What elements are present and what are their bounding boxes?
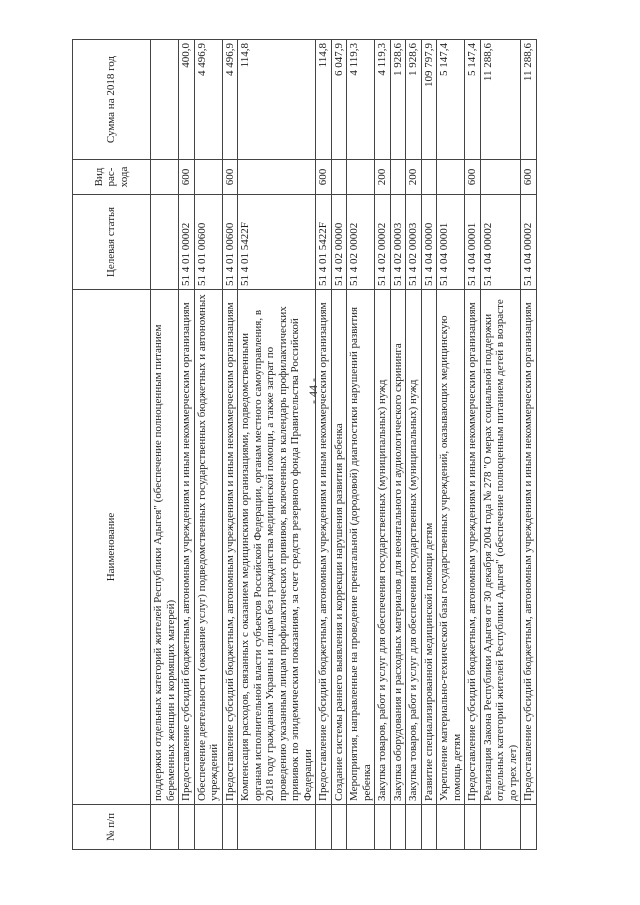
cell-num: [238, 805, 316, 850]
cell-vr: [151, 160, 179, 195]
table-row: [421, 40, 437, 850]
cell-vr: [331, 160, 347, 195]
table-row: [480, 40, 521, 850]
cell-num: [179, 805, 195, 850]
cell-name: Закупка оборудования и расходных материалов для неонатального и аудиологического скрининга: [390, 290, 406, 805]
header-sum: Сумма на 2018 год: [73, 40, 151, 160]
cell-num: [316, 805, 332, 850]
cell-sum: 6 047,9: [331, 40, 347, 160]
table-header-row: [73, 40, 151, 850]
cell-vr: 200: [375, 160, 391, 195]
page-number: - 44 -: [306, 378, 320, 404]
table-row: [316, 40, 332, 850]
cell-code: 51 4 04 00002: [480, 195, 521, 290]
cell-code: 51 4 04 00001: [465, 195, 481, 290]
cell-code: 51 4 01 5422F: [238, 195, 316, 290]
header-name: Наименование: [73, 290, 151, 805]
table-row: [238, 40, 316, 850]
cell-code: 51 4 01 00600: [194, 195, 222, 290]
cell-vr: 600: [179, 160, 195, 195]
table-row: [521, 40, 537, 850]
cell-sum: 5 147,4: [465, 40, 481, 160]
cell-code: 51 4 01 00600: [222, 195, 238, 290]
cell-vr: [437, 160, 465, 195]
cell-name: Закупка товаров, работ и услуг для обеспечения государственных (муниципальных) нужд: [375, 290, 391, 805]
cell-vr: 600: [521, 160, 537, 195]
cell-name: Предоставление субсидий бюджетным, автономным учреждениям и иным некоммерческим организациям: [465, 290, 481, 805]
cell-name: Реализация Закона Республики Адыгея от 30 декабря 2004 года № 278 "О мерах социальной поддержки отдельных категорий жителей Республики Адыгея" (обеспечение полноценным питанием детей в возрасте до трех лет): [480, 290, 521, 805]
cell-code: 51 4 02 00002: [347, 195, 375, 290]
cell-num: [421, 805, 437, 850]
cell-code: 51 4 04 00000: [421, 195, 437, 290]
cell-num: [437, 805, 465, 850]
cell-vr: 600: [465, 160, 481, 195]
table-row: [151, 40, 179, 850]
cell-vr: 200: [406, 160, 422, 195]
cell-sum: 1 928,6: [406, 40, 422, 160]
cell-num: [480, 805, 521, 850]
header-vr: Вид рас-хода: [73, 160, 151, 195]
cell-code: 51 4 02 00002: [375, 195, 391, 290]
cell-num: [194, 805, 222, 850]
table-row: [375, 40, 391, 850]
cell-code: 51 4 04 00001: [437, 195, 465, 290]
table-row: [179, 40, 195, 850]
cell-name: Закупка товаров, работ и услуг для обеспечения государственных (муниципальных) нужд: [406, 290, 422, 805]
cell-num: [331, 805, 347, 850]
table-row: [390, 40, 406, 850]
cell-num: [151, 805, 179, 850]
cell-num: [390, 805, 406, 850]
cell-code: 51 4 02 00000: [331, 195, 347, 290]
table-body: [151, 40, 537, 850]
cell-num: [375, 805, 391, 850]
cell-sum: 4 496,9: [222, 40, 238, 160]
cell-name: Развитие специализированной медицинской помощи детям: [421, 290, 437, 805]
cell-name: Укрепление материально-технической базы государственных учреждений, оказывающих медицинскую помощь детям: [437, 290, 465, 805]
cell-sum: 400,0: [179, 40, 195, 160]
cell-sum: 4 119,3: [347, 40, 375, 160]
cell-name: поддержки отдельных категорий жителей Республики Адыгея" (обеспечение полноценным питанием беременных женщин и кормящих матерей): [151, 290, 179, 805]
cell-sum: 114,8: [238, 40, 316, 160]
cell-sum: [151, 40, 179, 160]
cell-name: Предоставление субсидий бюджетным, автономным учреждениям и иным некоммерческим организациям: [222, 290, 238, 805]
cell-vr: [390, 160, 406, 195]
cell-num: [521, 805, 537, 850]
cell-name: Компенсация расходов, связанных с оказанием медицинскими организациями, подведомственными органам исполнительной власти субъектов Российской Федерации, органам местного самоуправления, в 2018 году гражданам Украины и лицам без гражданства медицинской помощи, а также затрат по проведению указанным лицам профилактических прививок, включенных в календарь профилактических прививок по эпидемическим показаниям, за счет средств резервного фонда Правительства Российской Федерации: [238, 290, 316, 805]
budget-table: [72, 39, 537, 850]
cell-name: Обеспечение деятельности (оказание услуг) подведомственных государственных бюджетных и автономных учреждений: [194, 290, 222, 805]
cell-code: 51 4 04 00002: [521, 195, 537, 290]
cell-sum: 5 147,4: [437, 40, 465, 160]
cell-vr: [347, 160, 375, 195]
cell-code: 51 4 01 5422F: [316, 195, 332, 290]
cell-vr: [194, 160, 222, 195]
cell-num: [465, 805, 481, 850]
table-row: [222, 40, 238, 850]
table-row: [331, 40, 347, 850]
cell-vr: [238, 160, 316, 195]
cell-name: Предоставление субсидий бюджетным, автономным учреждениям и иным некоммерческим организациям: [179, 290, 195, 805]
rotated-page: [72, 40, 537, 850]
cell-sum: 109 797,9: [421, 40, 437, 160]
cell-code: [151, 195, 179, 290]
cell-code: 51 4 02 00003: [406, 195, 422, 290]
cell-sum: 4 119,3: [375, 40, 391, 160]
header-num: № п/п: [73, 805, 151, 850]
cell-sum: 114,8: [316, 40, 332, 160]
cell-code: 51 4 02 00003: [390, 195, 406, 290]
cell-name: Мероприятия, направленные на проведение пренатальной (дородовой) диагностики нарушений развития ребенка: [347, 290, 375, 805]
cell-vr: [421, 160, 437, 195]
table-row: [194, 40, 222, 850]
cell-sum: 11 288,6: [480, 40, 521, 160]
table-row: [437, 40, 465, 850]
cell-code: 51 4 01 00002: [179, 195, 195, 290]
cell-num: [222, 805, 238, 850]
table-row: [347, 40, 375, 850]
table-row: [465, 40, 481, 850]
cell-sum: 11 288,6: [521, 40, 537, 160]
header-code: Целевая статья: [73, 195, 151, 290]
cell-name: Предоставление субсидий бюджетным, автономным учреждениям и иным некоммерческим организациям: [521, 290, 537, 805]
table-row: [406, 40, 422, 850]
cell-vr: 600: [316, 160, 332, 195]
cell-num: [406, 805, 422, 850]
cell-sum: 4 496,9: [194, 40, 222, 160]
cell-vr: 600: [222, 160, 238, 195]
cell-vr: [480, 160, 521, 195]
cell-name: Создание системы раннего выявления и коррекции нарушения развития ребенка: [331, 290, 347, 805]
cell-sum: 1 928,6: [390, 40, 406, 160]
cell-num: [347, 805, 375, 850]
cell-name: Предоставление субсидий бюджетным, автономным учреждениям и иным некоммерческим организациям: [316, 290, 332, 805]
